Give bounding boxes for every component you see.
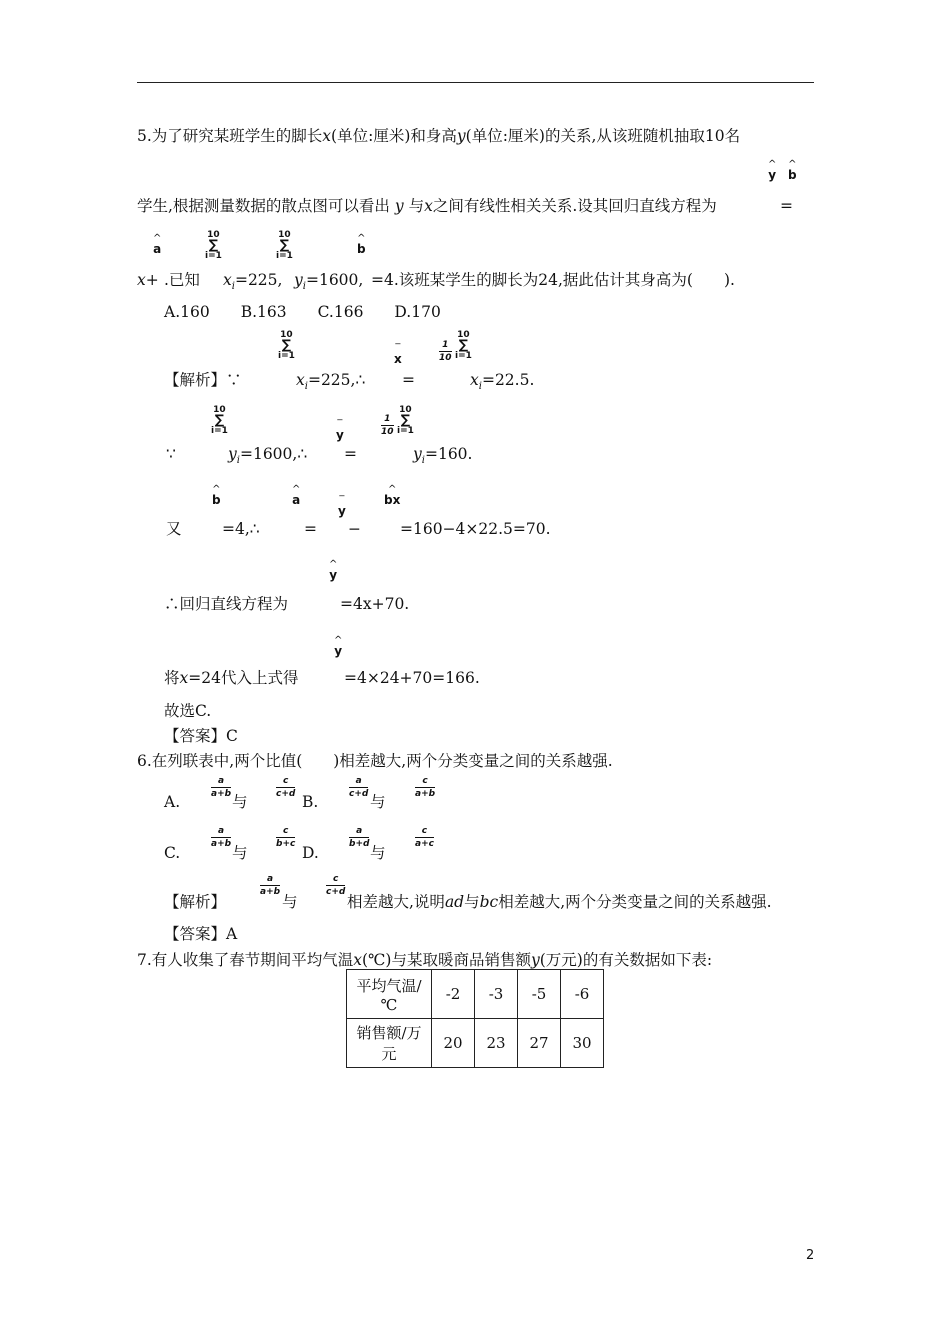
frac-c-cd: c c+d (276, 776, 296, 799)
sol2-because: ∵ (166, 445, 176, 463)
sol1-label: 【解析】∵ (164, 371, 242, 389)
q5-line3-known: .已知 (164, 271, 200, 289)
q6-option-d: D. (302, 844, 319, 862)
y-hat-sol4: ^ y (329, 559, 338, 582)
table-cell: 30 (561, 1019, 604, 1068)
q5-sum-y-value: $y_i=1600$, (294, 271, 364, 293)
sum-y-symbol: 10 ∑ i=1 (276, 230, 293, 261)
bx-bar-sol3: ^ bx (384, 484, 401, 507)
one-tenth-2: 1 10 (381, 414, 394, 437)
frac-a-ab-2: a a+b (211, 826, 232, 849)
table-cell: -3 (475, 970, 518, 1019)
table-row (347, 1019, 604, 1068)
q5-sum-x-value: $x_i=225$, (223, 271, 283, 293)
table-cell: 23 (475, 1019, 518, 1068)
header-rule (137, 82, 814, 83)
table-header-cell: 销售额/万 元 (347, 1019, 432, 1068)
q7-stem: 7.有人收集了春节期间平均气温x(℃)与某取暖商品销售额y(万元)的有关数据如下表: (137, 951, 713, 969)
page-number: 2 (806, 1248, 815, 1263)
b-hat-sol3: ^ b (212, 484, 221, 507)
q6-option-a: A. (164, 793, 181, 811)
a-hat-sol3: ^ a (292, 484, 301, 507)
y-bar-symbol: ‾ y (336, 419, 344, 442)
b-hat-symbol-2: ^ b (357, 233, 366, 256)
y-hat-sol5: ^ y (334, 635, 343, 658)
q6-yu-b: 与 (370, 793, 386, 811)
frac-c-ac: c a+c (415, 826, 434, 849)
sum-x-symbol: 10 ∑ i=1 (205, 230, 222, 261)
table-cell: -5 (518, 970, 561, 1019)
q6-sol-label: 【解析】 (164, 893, 227, 911)
sol5-result: =4×24+70=166. (344, 669, 480, 687)
q6-option-b: B. (302, 793, 319, 811)
sol3-eq: = (304, 520, 317, 538)
frac-a-cd: a c+d (349, 776, 369, 799)
sol1-result: $x_i=22.5$. (470, 371, 535, 393)
table-cell: 27 (518, 1019, 561, 1068)
y-bar-sol3: ‾ y (338, 495, 346, 518)
sol3-value: =4,∴ (222, 520, 260, 538)
frac-a-bd: a b+d (349, 826, 370, 849)
sol3-again: 又 (166, 520, 182, 538)
sol6-frac-c-cd: c c+d (326, 874, 346, 897)
sol3-result: =160−4×22.5=70. (400, 520, 551, 538)
table-header-cell: 平均气温/ ℃ (347, 970, 432, 1019)
q6-yu-d: 与 (370, 844, 386, 862)
q6-option-c: C. (164, 844, 181, 862)
sol2-result: $y_i=160$. (413, 445, 473, 467)
sol4-result: =4x+70. (340, 595, 410, 613)
sol1-eq: = (402, 371, 415, 389)
q6-stem: 6.在列联表中,两个比值( )相差越大,两个分类变量之间的关系越强. (137, 752, 613, 770)
q5-answer: 【答案】C (164, 727, 238, 745)
a-hat-symbol: ^ a (153, 233, 162, 256)
sol1-value: $x_i=225,\therefore$ (296, 371, 366, 393)
data-table (346, 969, 604, 1068)
sol6-frac-a-ab: a a+b (260, 874, 281, 897)
frac-c-bc: c b+c (276, 826, 296, 849)
sol5-text: 将x=24代入上式得 (164, 669, 299, 687)
q5-choose: 故选C. (164, 702, 212, 720)
q6-answer: 【答案】A (164, 925, 238, 943)
sol4-text: ∴回归直线方程为 (164, 595, 289, 613)
y-hat-symbol: ^ y (768, 159, 777, 182)
one-tenth: 1 10 (439, 340, 452, 363)
table-cell: -6 (561, 970, 604, 1019)
q6-yu-c: 与 (232, 844, 248, 862)
q5-line3: x+ (137, 271, 159, 289)
sol2-eq: = (344, 445, 357, 463)
sol2-value: $y_i=1600,\therefore$ (228, 445, 308, 467)
frac-a-ab: a a+b (211, 776, 232, 799)
q6-yu-a: 与 (232, 793, 248, 811)
sol3-minus: − (348, 520, 361, 538)
q5-eq-sign: = (780, 197, 793, 215)
table-row (347, 970, 604, 1019)
sol2-sum: 10 ∑ i=1 (211, 405, 228, 436)
table-cell: 20 (432, 1019, 475, 1068)
q5-options: A.160 B.163 C.166 D.170 (164, 303, 441, 321)
x-bar-symbol: ‾ x (394, 343, 402, 366)
sol1-sum: 10 ∑ i=1 (278, 330, 295, 361)
q5-line2: 学生,根据测量数据的散点图可以看出 y 与x之间有线性相关关系.设其回归直线方程为 (137, 197, 717, 215)
q6-sol-yu: 与 (282, 893, 298, 911)
q6-sol-text: 相差越大,说明ad与bc相差越大,两个分类变量之间的关系越强. (347, 893, 772, 911)
sol2-sum-2: 10 ∑ i=1 (397, 405, 414, 436)
q5-b-value: =4.该班某学生的脚长为24,据此估计其身高为( ). (371, 271, 735, 289)
b-hat-symbol: ^ b (788, 159, 797, 182)
table-cell: -2 (432, 970, 475, 1019)
sol1-sum-2: 10 ∑ i=1 (455, 330, 472, 361)
frac-c-ab: c a+b (415, 776, 436, 799)
q5-line1: 5.为了研究某班学生的脚长x(单位:厘米)和身高y(单位:厘米)的关系,从该班随机抽取10名 (137, 127, 741, 145)
